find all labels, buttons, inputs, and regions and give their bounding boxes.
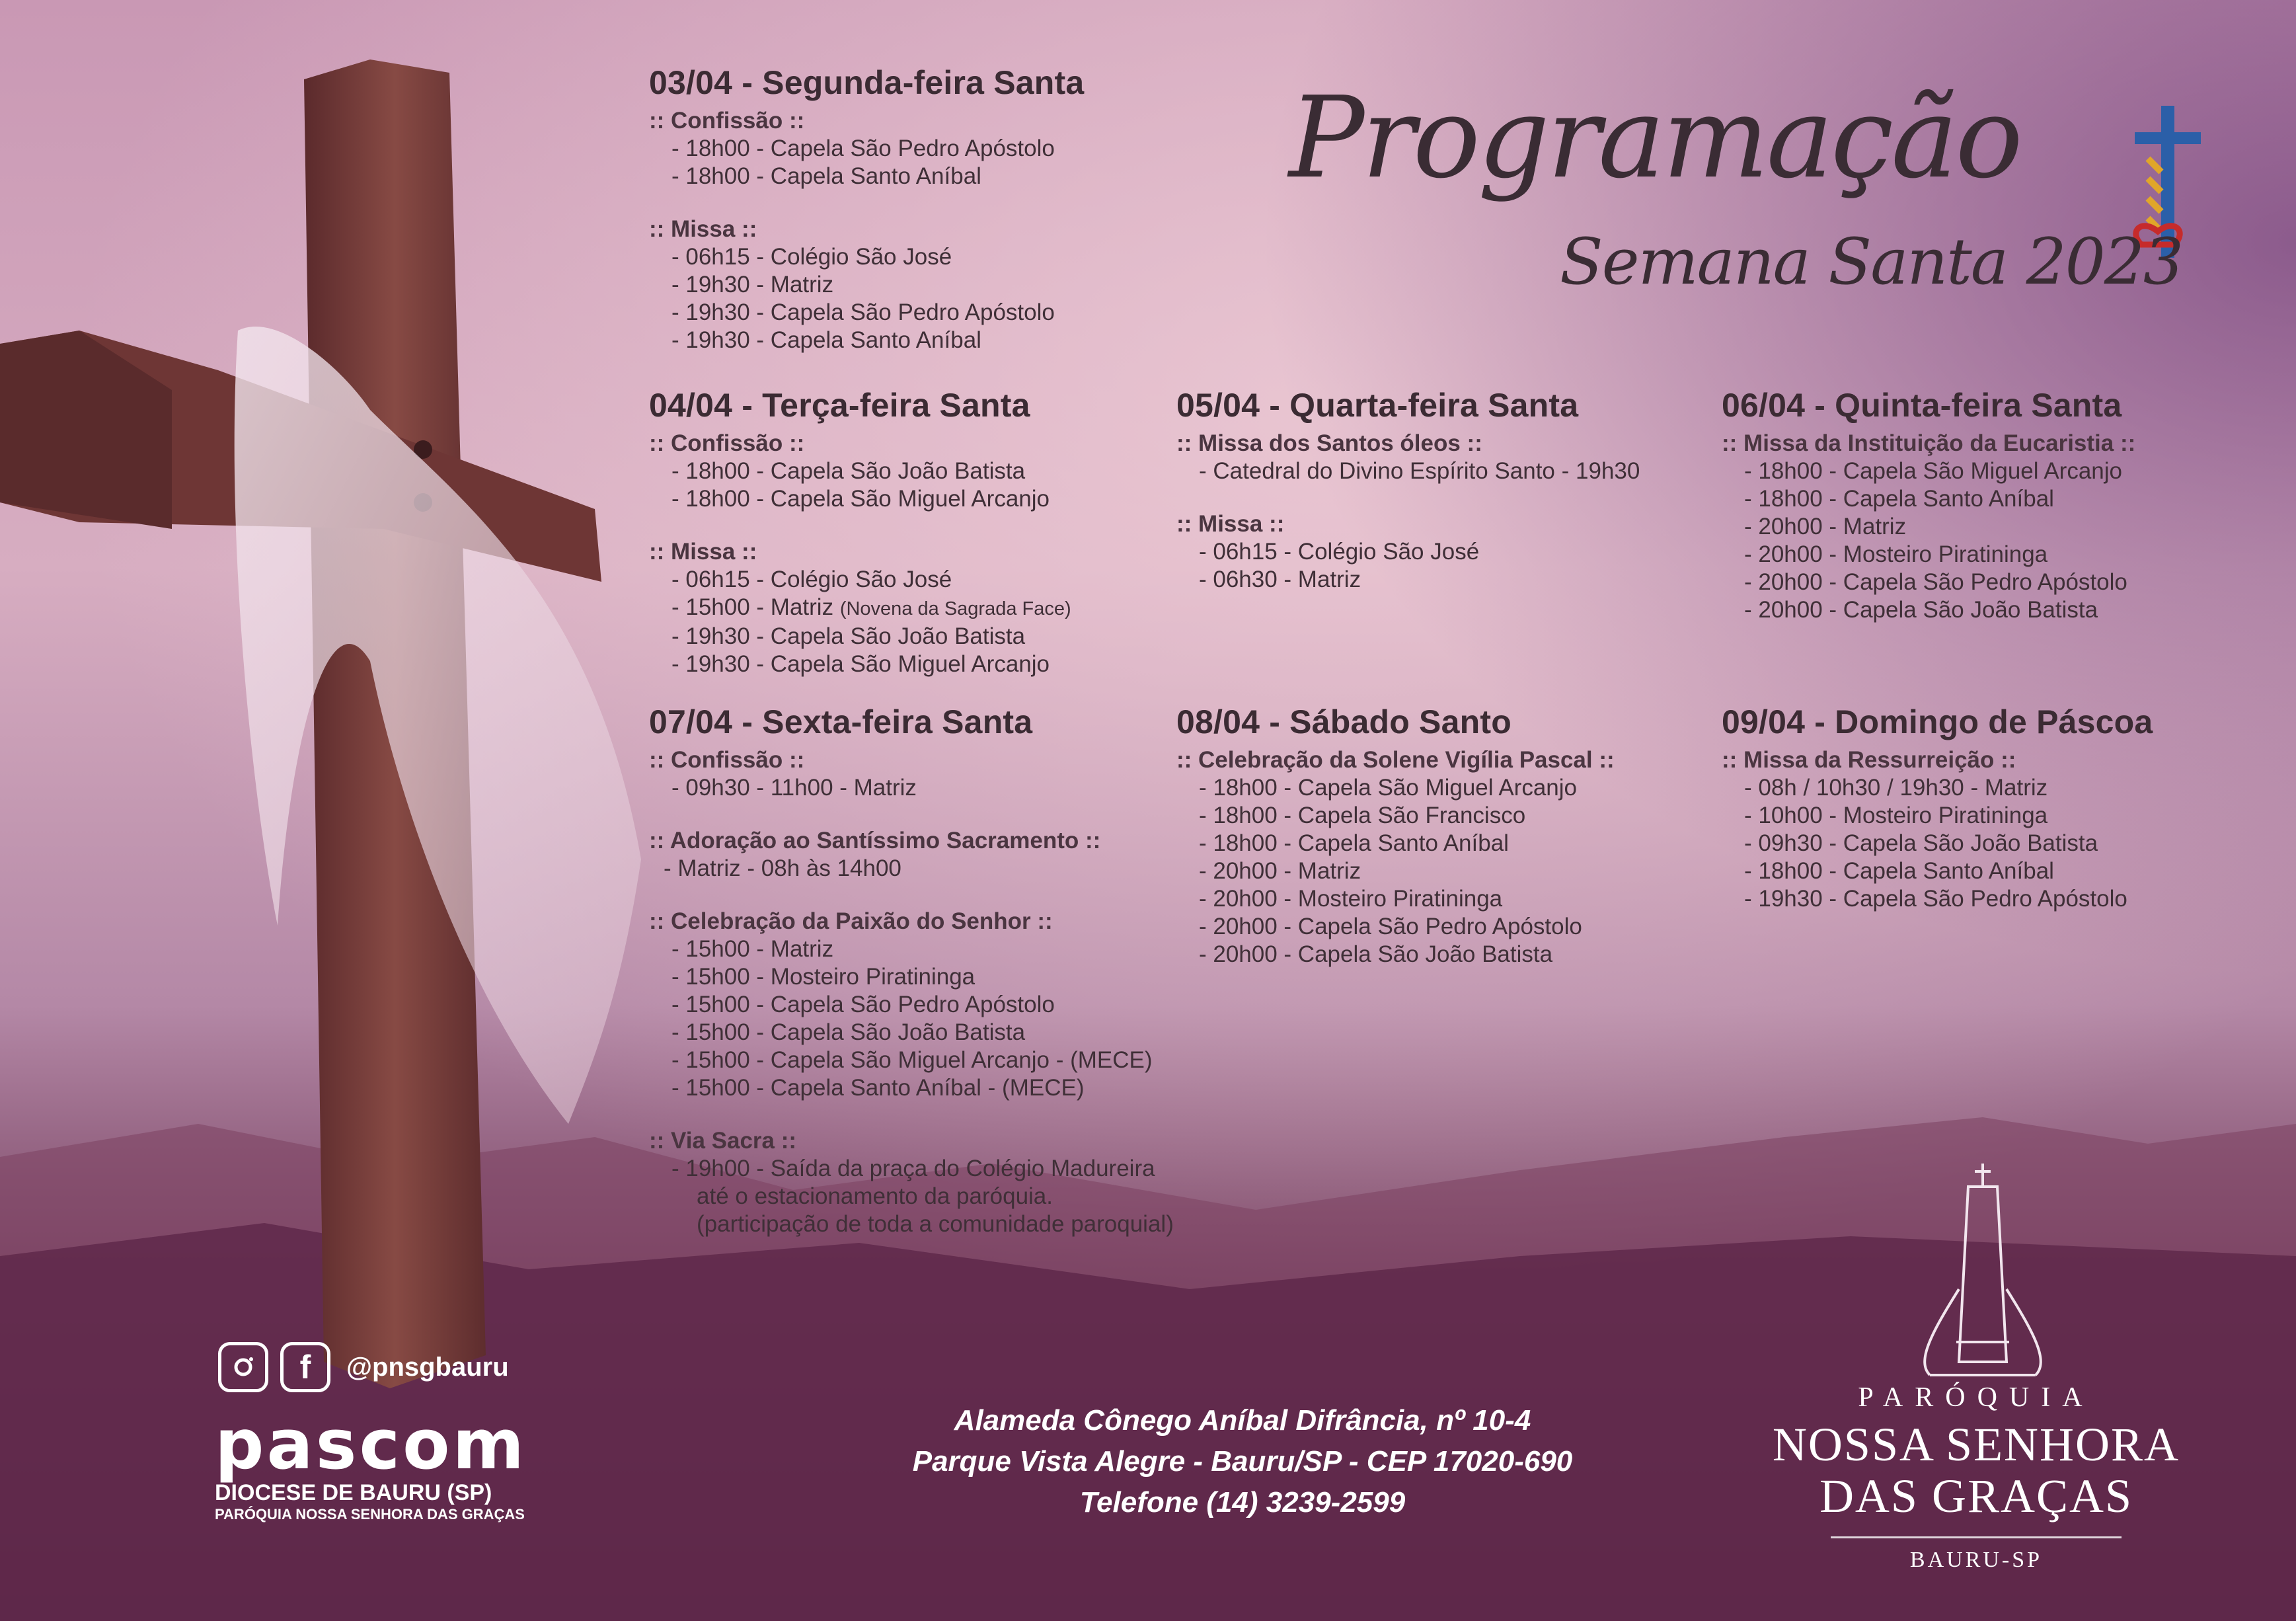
day-block-09-04 <box>1722 703 2153 938</box>
schedule-item: - 15h00 - Capela São João Batista <box>671 1019 1026 1045</box>
schedule-item: - 19h30 - Capela São Miguel Arcanjo <box>671 651 1050 677</box>
parish-name: NOSSA SENHORA <box>1772 1418 2180 1471</box>
schedule-item: - 20h00 - Mosteiro Piratininga <box>1744 541 2048 567</box>
schedule-item: - 18h00 - Capela São João Batista <box>671 458 1026 484</box>
parish-label: PARÓQUIA <box>1858 1382 2094 1413</box>
schedule-item: - 15h00 - Capela Santo Aníbal - (MECE) <box>671 1075 1085 1101</box>
schedule-item: - 08h / 10h30 / 19h30 - Matriz <box>1744 775 2048 801</box>
pascom-logo <box>215 1404 527 1524</box>
section-title: :: Missa :: <box>649 216 757 242</box>
page-subtitle: Semana Santa 2023 <box>1560 225 2182 299</box>
schedule-item <box>649 594 1071 623</box>
schedule-item: - 18h00 - Capela São Francisco <box>1199 803 1526 828</box>
section-title: :: Missa dos Santos óleos :: <box>1176 430 1482 456</box>
day-title: 04/04 - Terça-feira Santa <box>649 387 1030 424</box>
schedule-section <box>1176 510 1640 594</box>
schedule-item: - 18h00 - Capela São Miguel Arcanjo <box>1744 458 2123 484</box>
schedule-item: - 09h30 - 11h00 - Matriz <box>671 775 917 801</box>
schedule-section <box>649 746 1174 802</box>
schedule-item: - 18h00 - Capela São Miguel Arcanjo <box>671 486 1050 512</box>
address-block <box>879 1400 1606 1523</box>
section-title: :: Missa da Instituição da Eucaristia :: <box>1722 430 2136 456</box>
schedule-item: - Matriz - 08h às 14h00 <box>664 855 901 881</box>
section-title: :: Via Sacra :: <box>649 1128 797 1154</box>
facebook-icon[interactable]: f <box>280 1342 330 1392</box>
section-title: :: Missa :: <box>1176 511 1285 537</box>
schedule-item: - 10h00 - Mosteiro Piratininga <box>1744 803 2048 828</box>
section-title: :: Confissão :: <box>649 108 805 134</box>
schedule-item: - 06h15 - Colégio São José <box>1199 539 1480 565</box>
schedule-item: - 20h00 - Mosteiro Piratininga <box>1199 886 1503 912</box>
day-title: 03/04 - Segunda-feira Santa <box>649 64 1085 101</box>
schedule-item: - 15h00 - Capela São Pedro Apóstolo <box>671 992 1055 1017</box>
schedule-item: - 06h15 - Colégio São José <box>671 244 952 270</box>
schedule-item: - 20h00 - Capela São João Batista <box>1744 597 2098 623</box>
schedule-item: - 19h30 - Capela São João Batista <box>671 623 1026 649</box>
page-title: Programação <box>1289 73 2020 204</box>
schedule-item: - 18h00 - Capela Santo Aníbal <box>1199 830 1509 856</box>
schedule-item: - 18h00 - Capela São Pedro Apóstolo <box>671 136 1055 161</box>
schedule-item: - 19h30 - Matriz <box>671 272 834 297</box>
schedule-item: - 18h00 - Capela São Miguel Arcanjo <box>1199 775 1578 801</box>
schedule-item: - 18h00 - Capela Santo Aníbal <box>1744 858 2054 884</box>
schedule-item: - 20h00 - Capela São Pedro Apóstolo <box>1744 569 2127 595</box>
pascom-wordmark: pascom <box>215 1404 527 1485</box>
parish-name: DAS GRAÇAS <box>1819 1470 2133 1522</box>
day-title: 06/04 - Quinta-feira Santa <box>1722 387 2122 424</box>
schedule-section <box>649 216 1084 354</box>
day-block-08-04 <box>1176 703 1615 994</box>
schedule-section <box>649 430 1071 513</box>
schedule-item: - 19h30 - Capela Santo Aníbal <box>671 327 981 353</box>
schedule-item: - 18h00 - Capela Santo Aníbal <box>671 163 981 189</box>
parish-city: BAURU-SP <box>1909 1548 2043 1572</box>
schedule-item: - 19h00 - Saída da praça do Colégio Madureira <box>671 1156 1155 1181</box>
address-line: Alameda Cônego Aníbal Difrância, nº 10-4 <box>954 1404 1531 1437</box>
section-title: :: Missa :: <box>649 539 757 565</box>
pascom-parish: PARÓQUIA NOSSA SENHORA DAS GRAÇAS <box>215 1506 525 1522</box>
schedule-item: - 15h00 - Mosteiro Piratininga <box>671 964 976 990</box>
schedule-item: - 06h30 - Matriz <box>1199 567 1361 592</box>
day-block-03-04 <box>649 63 1084 379</box>
day-title: 05/04 - Quarta-feira Santa <box>1176 387 1579 424</box>
schedule-item-note: (Novena da Sagrada Face) <box>839 598 1071 619</box>
schedule-section <box>649 1127 1174 1238</box>
schedule-section <box>649 538 1071 678</box>
pascom-diocese: DIOCESE DE BAURU (SP) <box>215 1480 492 1505</box>
day-title: 07/04 - Sexta-feira Santa <box>649 703 1033 740</box>
schedule-item: - Catedral do Divino Espírito Santo - 19h30 <box>1199 458 1640 484</box>
section-title: :: Celebração da Paixão do Senhor :: <box>649 908 1053 934</box>
schedule-section <box>1722 746 2153 913</box>
section-title: :: Celebração da Solene Vigília Pascal :: <box>1176 747 1615 773</box>
day-title: 08/04 - Sábado Santo <box>1176 703 1512 740</box>
parish-wordmark <box>1758 1382 2194 1573</box>
schedule-section <box>1176 746 1615 969</box>
schedule-item: - 19h30 - Capela São Pedro Apóstolo <box>1744 886 2127 912</box>
schedule-item: - 06h15 - Colégio São José <box>671 567 952 592</box>
schedule-item: - 20h00 - Capela São Pedro Apóstolo <box>1199 914 1582 939</box>
social-handle[interactable]: @pnsgbauru <box>346 1352 509 1382</box>
day-block-07-04 <box>649 703 1174 1263</box>
divider <box>1831 1536 2122 1538</box>
schedule-item: - 18h00 - Capela Santo Aníbal <box>1744 486 2054 512</box>
day-block-06-04 <box>1722 386 2135 649</box>
schedule-item: - 09h30 - Capela São João Batista <box>1744 830 2098 856</box>
schedule-section <box>649 908 1174 1102</box>
phone-line: Telefone (14) 3239-2599 <box>1079 1486 1406 1519</box>
schedule-item: - 19h30 - Capela São Pedro Apóstolo <box>671 299 1055 325</box>
schedule-item: - 15h00 - Capela São Miguel Arcanjo - (MECE) <box>671 1047 1153 1073</box>
day-block-04-04 <box>649 386 1071 703</box>
section-title: :: Confissão :: <box>649 747 805 773</box>
day-title: 09/04 - Domingo de Páscoa <box>1722 703 2153 740</box>
day-block-05-04 <box>1176 386 1640 619</box>
schedule-item-text: - 15h00 - Matriz <box>671 594 834 620</box>
instagram-icon[interactable] <box>218 1342 268 1392</box>
social-links <box>218 1342 509 1392</box>
address-line: Parque Vista Alegre - Bauru/SP - CEP 17020-690 <box>912 1445 1573 1478</box>
section-title: :: Adoração ao Santíssimo Sacramento :: <box>649 828 1101 853</box>
schedule-section <box>1176 430 1640 485</box>
schedule-section <box>649 107 1084 190</box>
schedule-item: - 20h00 - Capela São João Batista <box>1199 941 1553 967</box>
section-title: :: Missa da Ressurreição :: <box>1722 747 2016 773</box>
schedule-section <box>1722 430 2135 624</box>
schedule-item: - 20h00 - Matriz <box>1744 514 1907 539</box>
schedule-item: até o estacionamento da paróquia. <box>697 1183 1053 1209</box>
schedule-item: (participação de toda a comunidade paroquial) <box>697 1211 1174 1237</box>
schedule-section <box>649 827 1174 883</box>
section-title: :: Confissão :: <box>649 430 805 456</box>
schedule-item: - 15h00 - Matriz <box>671 936 834 962</box>
schedule-item: - 20h00 - Matriz <box>1199 858 1361 884</box>
